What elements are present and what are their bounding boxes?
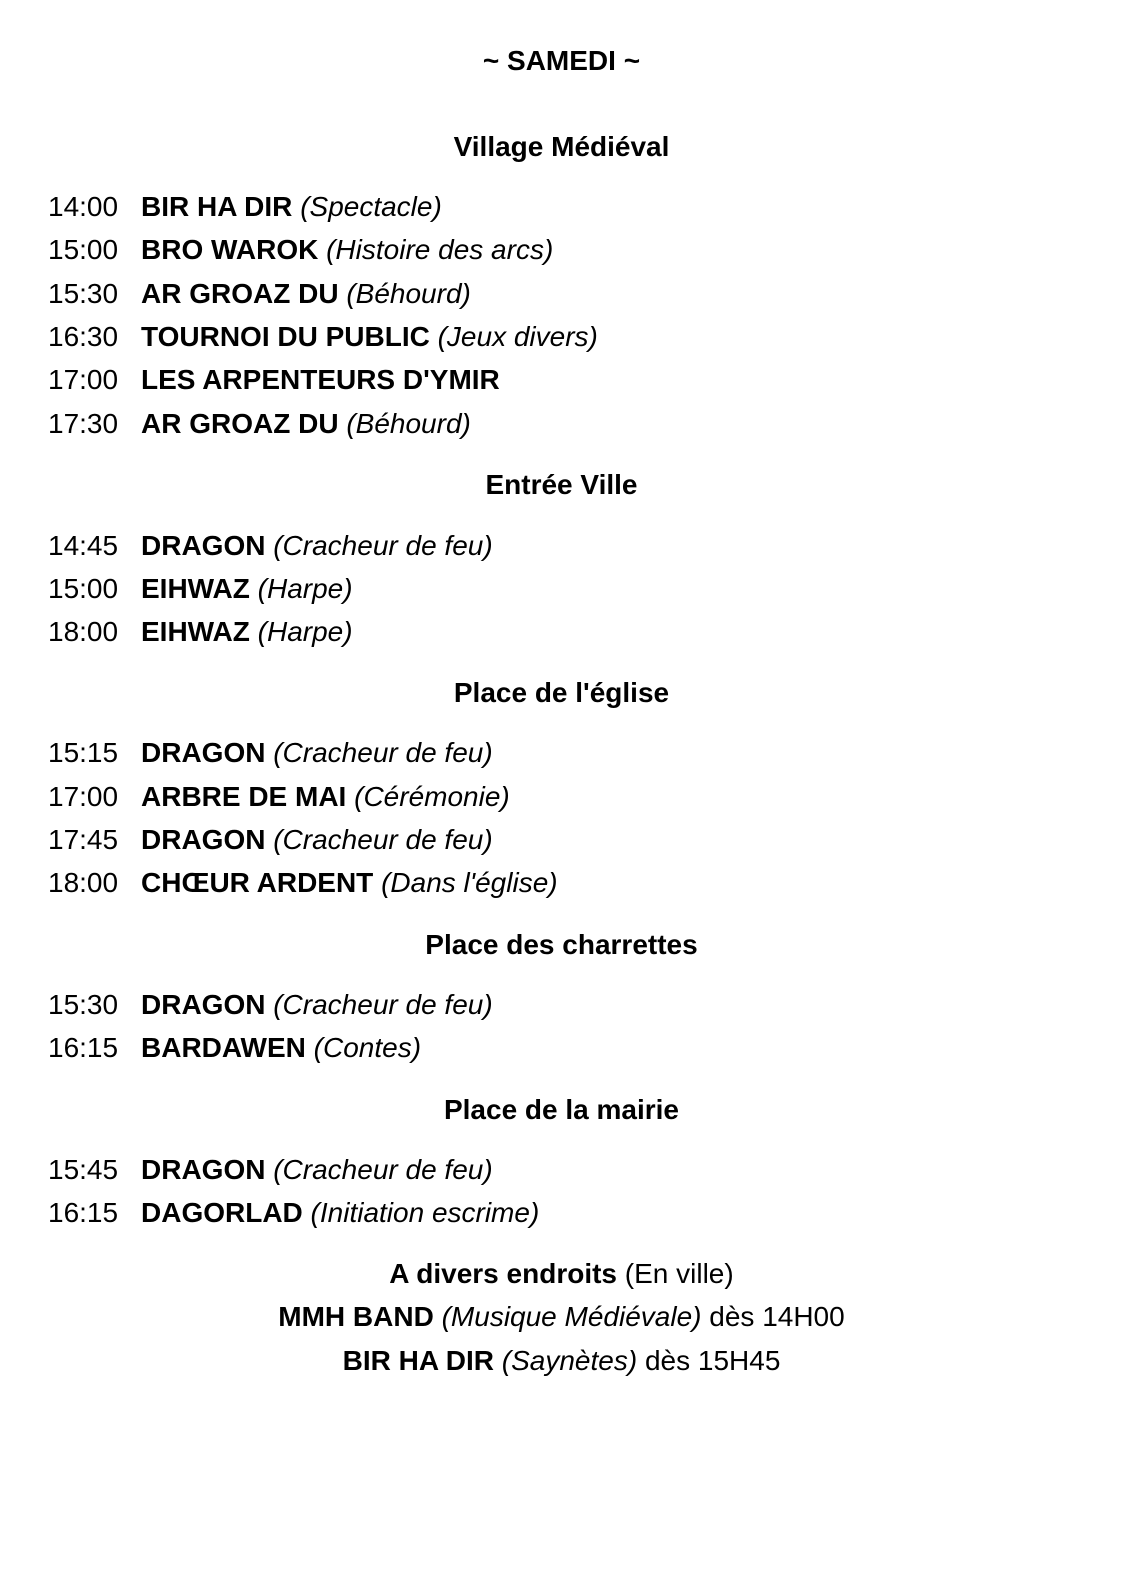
event-name: DRAGON <box>141 824 266 855</box>
event-desc: (Harpe) <box>257 573 353 604</box>
event-name: DRAGON <box>141 989 266 1020</box>
event-time: 14:00 <box>48 191 119 222</box>
event-time: 17:45 <box>48 824 119 855</box>
event-time: 17:30 <box>48 408 119 439</box>
event-desc: (Histoire des arcs) <box>326 234 554 265</box>
various-title-note: (En ville) <box>624 1258 734 1289</box>
list-item <box>48 988 493 1022</box>
event-name: MMH BAND <box>278 1301 434 1332</box>
event-name: DRAGON <box>141 530 266 561</box>
event-desc: (Cracheur de feu) <box>273 1154 493 1185</box>
event-time: 17:00 <box>48 781 119 812</box>
list-item <box>48 866 558 900</box>
event-name: BIR HA DIR <box>141 191 293 222</box>
event-name: ARBRE DE MAI <box>141 781 347 812</box>
list-item <box>48 190 442 224</box>
event-time: 16:15 <box>48 1197 119 1228</box>
event-name: AR GROAZ DU <box>141 408 339 439</box>
event-desc: (Béhourd) <box>346 278 471 309</box>
event-desc: (Cracheur de feu) <box>273 530 493 561</box>
list-item <box>0 1344 1123 1378</box>
event-time: 18:00 <box>48 616 119 647</box>
event-when: dès 15H45 <box>644 1345 781 1376</box>
list-item <box>0 1300 1123 1334</box>
list-item <box>48 1153 493 1187</box>
list-item <box>48 320 598 354</box>
event-name: BIR HA DIR <box>342 1345 494 1376</box>
event-time: 15:45 <box>48 1154 119 1185</box>
list-item <box>48 736 493 770</box>
event-desc: (Musique Médiévale) <box>441 1301 702 1332</box>
event-name: BRO WAROK <box>141 234 319 265</box>
event-name: EIHWAZ <box>141 573 250 604</box>
various-title: A divers endroits <box>389 1258 617 1289</box>
section-title-place-mairie: Place de la mairie <box>443 1094 680 1125</box>
event-desc: (Cracheur de feu) <box>273 737 493 768</box>
page-title: ~ SAMEDI ~ <box>482 45 641 76</box>
event-time: 18:00 <box>48 867 119 898</box>
event-time: 16:30 <box>48 321 119 352</box>
section-title-place-eglise: Place de l'église <box>453 677 670 708</box>
list-item <box>48 1196 539 1230</box>
event-name: EIHWAZ <box>141 616 250 647</box>
event-name: TOURNOI DU PUBLIC <box>141 321 430 352</box>
event-desc: (Jeux divers) <box>437 321 598 352</box>
event-desc: (Harpe) <box>257 616 353 647</box>
event-desc: (Dans l'église) <box>381 867 558 898</box>
event-name: DRAGON <box>141 737 266 768</box>
event-time: 15:00 <box>48 234 119 265</box>
event-name: AR GROAZ DU <box>141 278 339 309</box>
list-item <box>48 572 353 606</box>
event-name: BARDAWEN <box>141 1032 306 1063</box>
event-desc: (Spectacle) <box>300 191 442 222</box>
event-name: CHŒUR ARDENT <box>141 867 374 898</box>
list-item <box>48 780 510 814</box>
event-desc: (Initiation escrime) <box>310 1197 540 1228</box>
event-name: DRAGON <box>141 1154 266 1185</box>
event-name: DAGORLAD <box>141 1197 303 1228</box>
list-item <box>48 277 471 311</box>
section-title-place-charrettes: Place des charrettes <box>425 929 698 960</box>
event-desc: (Saynètes) <box>501 1345 638 1376</box>
list-item <box>48 407 471 441</box>
event-time: 15:15 <box>48 737 119 768</box>
event-desc: (Contes) <box>313 1032 422 1063</box>
list-item <box>48 363 500 397</box>
list-item <box>48 823 493 857</box>
event-time: 17:00 <box>48 364 119 395</box>
event-desc: (Cracheur de feu) <box>273 824 493 855</box>
event-desc: (Cracheur de feu) <box>273 989 493 1020</box>
section-title-entree-ville: Entrée Ville <box>485 469 638 500</box>
section-title-various <box>0 1257 1123 1291</box>
list-item <box>48 1031 421 1065</box>
event-when: dès 14H00 <box>709 1301 845 1332</box>
event-time: 15:00 <box>48 573 119 604</box>
event-time: 15:30 <box>48 989 119 1020</box>
list-item <box>48 615 353 649</box>
event-desc: (Béhourd) <box>346 408 471 439</box>
event-time: 15:30 <box>48 278 119 309</box>
section-title-village-medieval: Village Médiéval <box>453 131 670 162</box>
event-name: LES ARPENTEURS D'YMIR <box>141 364 500 395</box>
event-time: 16:15 <box>48 1032 119 1063</box>
event-desc: (Cérémonie) <box>354 781 510 812</box>
event-time: 14:45 <box>48 530 119 561</box>
list-item <box>48 233 553 267</box>
list-item <box>48 529 493 563</box>
